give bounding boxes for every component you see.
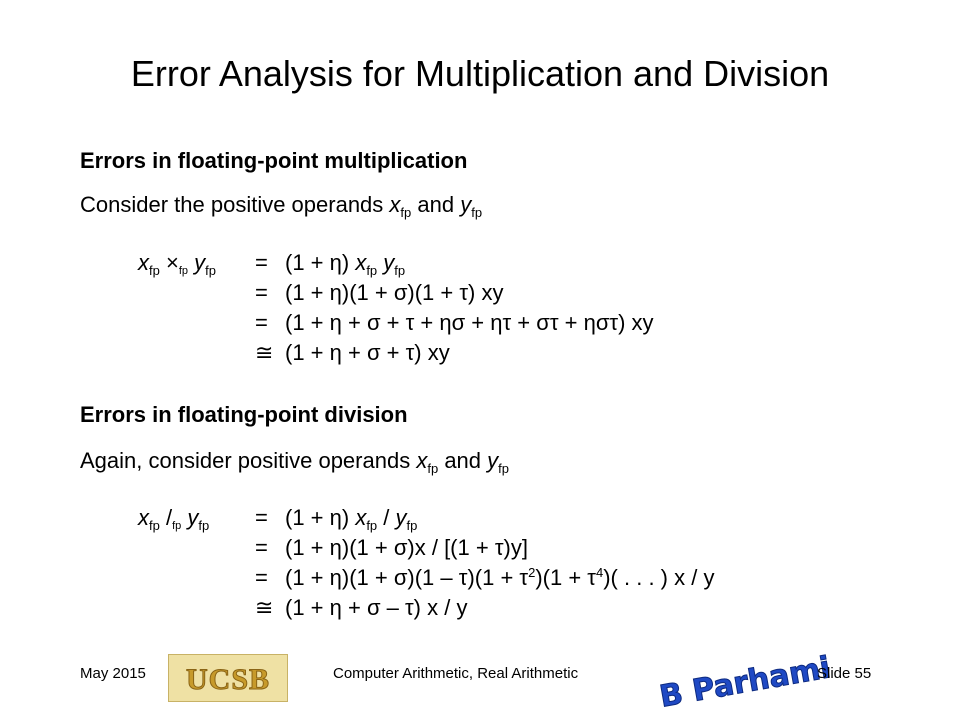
equals-sign: = xyxy=(255,280,268,305)
equation-rhs xyxy=(255,593,467,623)
subscript-fp: fp xyxy=(400,205,412,220)
var-x: x xyxy=(355,250,367,275)
subscript-fp: fp xyxy=(366,263,378,278)
subscript-fp: fp xyxy=(205,263,216,278)
and-word: and xyxy=(444,448,482,473)
expression: (1 + η) xyxy=(285,505,356,530)
var-x: x xyxy=(138,505,149,530)
footer-slide-number: Slide 55 xyxy=(817,665,872,682)
var-y: y xyxy=(187,505,199,530)
signature-graphic xyxy=(657,648,834,715)
equals-sign: = xyxy=(255,250,268,275)
expression: )( . . . ) x / y xyxy=(603,565,715,590)
var-x: x xyxy=(389,192,401,217)
var-y: y xyxy=(487,448,499,473)
subscript-fp: fp xyxy=(149,263,160,278)
signature-text: B Parhami xyxy=(657,650,834,715)
equation-rhs xyxy=(255,278,504,308)
subscript-fp: fp xyxy=(149,518,160,533)
approx-equal-sign: ≅ xyxy=(255,595,274,620)
equation-rhs xyxy=(255,248,405,278)
expression: (1 + η)(1 + σ)(1 – τ)(1 + τ xyxy=(285,565,529,590)
operator-subscript: fp xyxy=(172,520,182,532)
subscript-fp: fp xyxy=(198,518,210,533)
author-signature xyxy=(657,648,834,715)
ucsb-logo xyxy=(168,654,288,702)
exponent: 2 xyxy=(528,565,536,580)
division-intro xyxy=(80,446,509,476)
fp-operator: / xyxy=(165,505,173,530)
expression: (1 + η) xyxy=(285,250,356,275)
subscript-fp: fp xyxy=(406,518,418,533)
equation-rhs xyxy=(255,338,450,368)
equation-rhs xyxy=(255,308,654,338)
ucsb-logo-graphic xyxy=(169,655,287,701)
operator-subscript: fp xyxy=(178,265,189,277)
and-word: and xyxy=(417,192,455,217)
expression: )(1 + τ xyxy=(535,565,596,590)
var-y: y xyxy=(395,505,407,530)
subscript-fp: fp xyxy=(498,461,509,476)
subscript-fp: fp xyxy=(427,461,439,476)
expression: (1 + η)(1 + σ)(1 + τ) xy xyxy=(285,280,504,305)
var-y: y xyxy=(383,250,395,275)
equals-sign: = xyxy=(255,565,268,590)
intro-text: Consider the positive operands xyxy=(80,192,384,217)
footer-date: May 2015 xyxy=(80,665,146,682)
subscript-fp: fp xyxy=(366,518,378,533)
footer-course: Computer Arithmetic, Real Arithmetic xyxy=(333,665,579,682)
division-slash: / xyxy=(377,505,396,530)
equals-sign: = xyxy=(255,505,268,530)
expression: (1 + η + σ – τ) x / y xyxy=(285,595,468,620)
expression: (1 + η + σ + τ) xy xyxy=(285,340,450,365)
equation-lhs xyxy=(138,248,216,278)
fp-operator: × xyxy=(165,250,179,275)
multiplication-intro xyxy=(80,190,482,220)
subscript-fp: fp xyxy=(394,263,406,278)
section-heading-multiplication: Errors in floating-point multiplication xyxy=(80,148,468,173)
var-x: x xyxy=(138,250,149,275)
equation-rhs xyxy=(255,503,417,533)
equals-sign: = xyxy=(255,310,268,335)
equals-sign: = xyxy=(255,535,268,560)
intro-text: Again, consider positive operands xyxy=(80,448,411,473)
section-heading-division: Errors in floating-point division xyxy=(80,402,408,427)
var-x: x xyxy=(355,505,367,530)
ucsb-logo-text: UCSB xyxy=(185,663,271,696)
expression: (1 + η + σ + τ + ησ + ητ + στ + ηστ) xy xyxy=(285,310,654,335)
subscript-fp: fp xyxy=(471,205,483,220)
var-y: y xyxy=(460,192,472,217)
slide-title: Error Analysis for Multiplication and Division xyxy=(130,53,830,94)
equation-lhs xyxy=(138,503,209,533)
var-x: x xyxy=(416,448,428,473)
equation-rhs xyxy=(255,563,714,593)
equation-rhs xyxy=(255,533,528,563)
var-y: y xyxy=(194,250,206,275)
exponent: 4 xyxy=(596,565,604,580)
approx-equal-sign: ≅ xyxy=(255,340,274,365)
expression: (1 + η)(1 + σ)x / [(1 + τ)y] xyxy=(285,535,528,560)
